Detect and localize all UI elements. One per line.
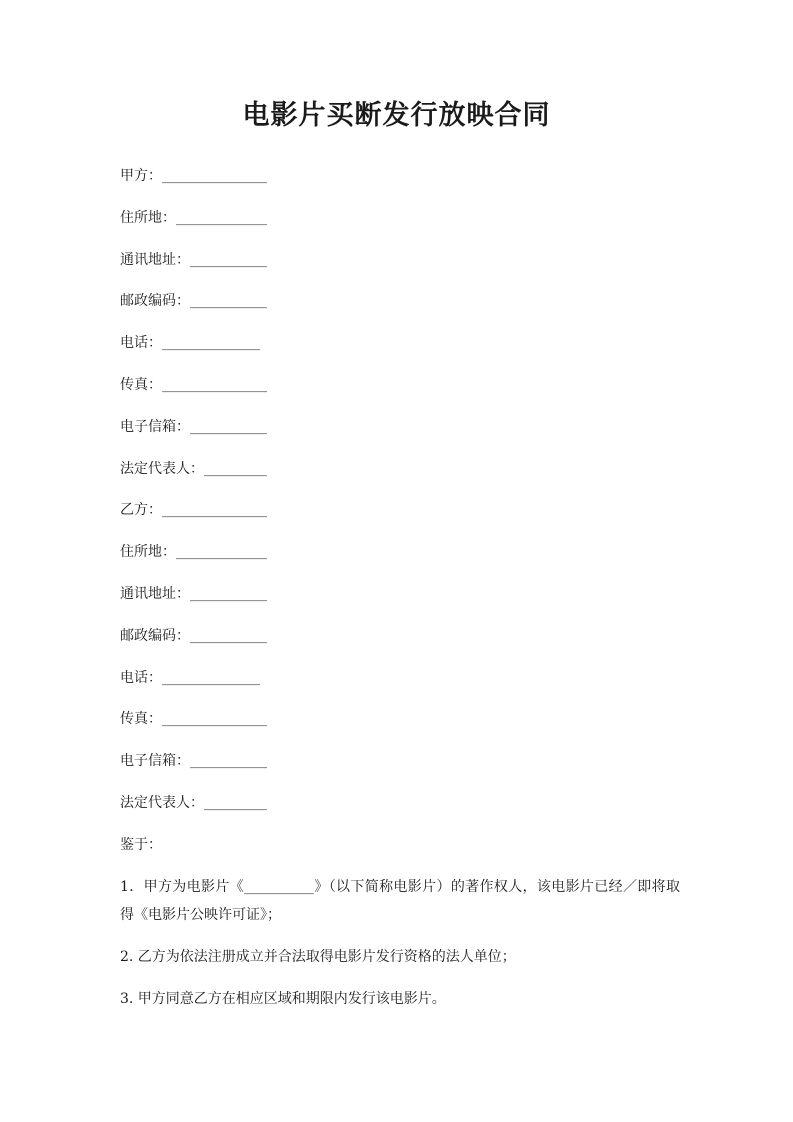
party-info-list xyxy=(120,162,680,831)
party-a-email-field xyxy=(120,413,680,455)
clause-2: 2. 乙方为依法注册成立并合法取得电影片发行资格的法人单位； xyxy=(120,949,516,965)
field-label: 法定代表人： xyxy=(120,794,204,811)
field-label: 乙方： xyxy=(120,502,162,519)
party-a-name-field xyxy=(120,162,680,204)
whereas-heading: 鉴于： xyxy=(120,837,162,853)
fill-in-blank: ___________ xyxy=(190,418,267,435)
party-b-phone-field xyxy=(120,664,680,706)
field-label: 电子信箱： xyxy=(120,753,190,770)
field-label: 传真： xyxy=(120,711,162,728)
party-a-legal-representative-field xyxy=(120,455,680,497)
party-b-email-field xyxy=(120,747,680,789)
document-title: 电影片买断发行放映合同 xyxy=(242,100,551,131)
field-label: 住所地： xyxy=(120,209,176,226)
fill-in-blank: _____________ xyxy=(176,209,267,226)
fill-in-blank: ___________ xyxy=(190,627,267,644)
field-label: 邮政编码： xyxy=(120,627,190,644)
party-a-domicile-field xyxy=(120,204,680,246)
fill-in-blank: ______________ xyxy=(162,669,260,686)
field-label: 传真： xyxy=(120,376,162,393)
field-label: 电子信箱： xyxy=(120,418,190,435)
fill-in-blank: _______________ xyxy=(162,502,267,519)
fill-in-blank: _____________ xyxy=(176,544,267,561)
fill-in-blank: _________ xyxy=(204,794,267,811)
party-b-postal-code-field xyxy=(120,622,680,664)
party-b-domicile-field xyxy=(120,538,680,580)
whereas-clauses xyxy=(120,873,680,1027)
party-a-fax-field xyxy=(120,371,680,413)
field-label: 法定代表人： xyxy=(120,460,204,477)
clause-3: 3. 甲方同意乙方在相应区域和期限内发行该电影片。 xyxy=(120,991,446,1007)
fill-in-blank: ___________ xyxy=(190,753,267,770)
party-b-legal-representative-field xyxy=(120,789,680,831)
field-label: 邮政编码： xyxy=(120,293,190,310)
party-b-mailing-address-field xyxy=(120,580,680,622)
party-b-name-field xyxy=(120,496,680,538)
party-b-fax-field xyxy=(120,705,680,747)
party-a-postal-code-field xyxy=(120,287,680,329)
fill-in-blank: _______________ xyxy=(162,168,267,184)
fill-in-blank: ___________ xyxy=(190,585,267,602)
party-a-phone-field xyxy=(120,329,680,371)
party-a-mailing-address-field xyxy=(120,246,680,288)
fill-in-blank: _________ xyxy=(204,460,267,477)
fill-in-blank: ___________ xyxy=(190,293,267,310)
field-label: 通讯地址： xyxy=(120,251,190,268)
fill-in-blank: ______________ xyxy=(162,335,260,352)
field-label: 电话： xyxy=(120,335,162,352)
field-label: 电话： xyxy=(120,669,162,686)
fill-in-blank: _______________ xyxy=(162,711,267,728)
fill-in-blank: ___________ xyxy=(190,251,267,268)
field-label: 住所地： xyxy=(120,544,176,561)
field-label: 甲方： xyxy=(120,168,162,184)
field-label: 通讯地址： xyxy=(120,585,190,602)
fill-in-blank: _______________ xyxy=(162,376,267,393)
clause-1: 1．甲方为电影片《__________》（以下简称电影片）的著作权人，该电影片已经／即将取得《电影片公映许可证》； xyxy=(120,879,680,923)
